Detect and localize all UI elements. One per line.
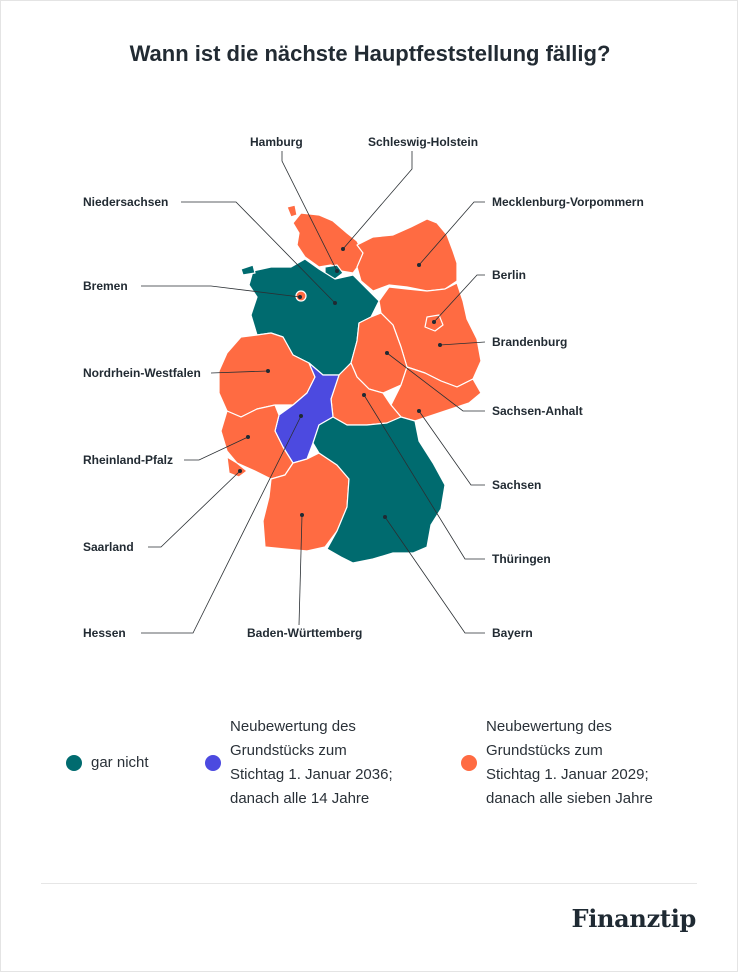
legend-2036-line-2: Grundstücks zum xyxy=(230,742,347,759)
marker-sachsen xyxy=(417,409,421,413)
legend-2029-line-1: Neubewertung des xyxy=(486,718,612,735)
marker-berlin xyxy=(432,320,436,324)
label-sachsen-anhalt: Sachsen-Anhalt xyxy=(492,404,583,418)
legend-item-2029 xyxy=(461,715,653,811)
marker-mecklenburg-vorpommern xyxy=(417,263,421,267)
legend-dot-orange xyxy=(461,755,477,771)
brand-logo: Finanztip xyxy=(571,904,696,933)
legend-2029-line-4: danach alle sieben Jahre xyxy=(486,790,653,807)
label-bayern: Bayern xyxy=(492,626,533,640)
label-hessen: Hessen xyxy=(83,626,126,640)
legend-2036-line-3: Stichtag 1. Januar 2036; xyxy=(230,766,393,783)
label-brandenburg: Brandenburg xyxy=(492,335,568,349)
marker-nordrhein-westfalen xyxy=(266,369,270,373)
label-sachsen: Sachsen xyxy=(492,478,542,492)
marker-thueringen xyxy=(362,393,366,397)
legend-dot-teal xyxy=(66,755,82,771)
footer-divider xyxy=(41,883,697,884)
legend-2036-line-1: Neubewertung des xyxy=(230,718,356,735)
legend-2029-line-3: Stichtag 1. Januar 2029; xyxy=(486,766,649,783)
legend-label-gar-nicht: gar nicht xyxy=(91,754,149,771)
label-bremen: Bremen xyxy=(83,279,128,293)
label-hamburg: Hamburg xyxy=(250,135,303,149)
state-mecklenburg-vorpommern xyxy=(357,219,457,291)
marker-saarland xyxy=(238,469,242,473)
state-schleswig-holstein-island xyxy=(287,205,297,217)
marker-hamburg xyxy=(335,269,339,273)
marker-brandenburg xyxy=(438,343,442,347)
marker-bayern xyxy=(383,515,387,519)
legend-item-gar-nicht xyxy=(66,751,149,775)
label-rheinland-pfalz: Rheinland-Pfalz xyxy=(83,453,174,467)
marker-schleswig-holstein xyxy=(341,247,345,251)
label-thueringen: Thüringen xyxy=(492,552,551,566)
label-mecklenburg-vorpommern: Mecklenburg-Vorpommern xyxy=(492,195,644,209)
label-saarland: Saarland xyxy=(83,540,134,554)
label-schleswig-holstein: Schleswig-Holstein xyxy=(368,135,479,149)
marker-niedersachsen xyxy=(333,301,337,305)
marker-sachsen-anhalt xyxy=(385,351,389,355)
leader-saarland xyxy=(148,471,240,547)
page-title: Wann ist die nächste Hauptfeststellung fällig? xyxy=(129,41,611,66)
legend-item-2036 xyxy=(205,715,393,811)
marker-baden-wuerttemberg xyxy=(300,513,304,517)
legend-label-2029 xyxy=(486,715,653,811)
label-nordrhein-westfalen: Nordrhein-Westfalen xyxy=(83,366,201,380)
label-baden-wuerttemberg: Baden-Württemberg xyxy=(247,626,363,640)
label-niedersachsen: Niedersachsen xyxy=(83,195,169,209)
legend-2036-line-4: danach alle 14 Jahre xyxy=(230,790,370,807)
legend-label-2036 xyxy=(230,715,393,811)
state-niedersachsen-islands xyxy=(241,265,255,275)
legend-2029-line-2: Grundstücks zum xyxy=(486,742,603,759)
marker-bremen xyxy=(298,295,302,299)
marker-hessen xyxy=(299,414,303,418)
label-berlin: Berlin xyxy=(492,268,527,282)
legend-dot-blue xyxy=(205,755,221,771)
marker-rheinland-pfalz xyxy=(246,435,250,439)
